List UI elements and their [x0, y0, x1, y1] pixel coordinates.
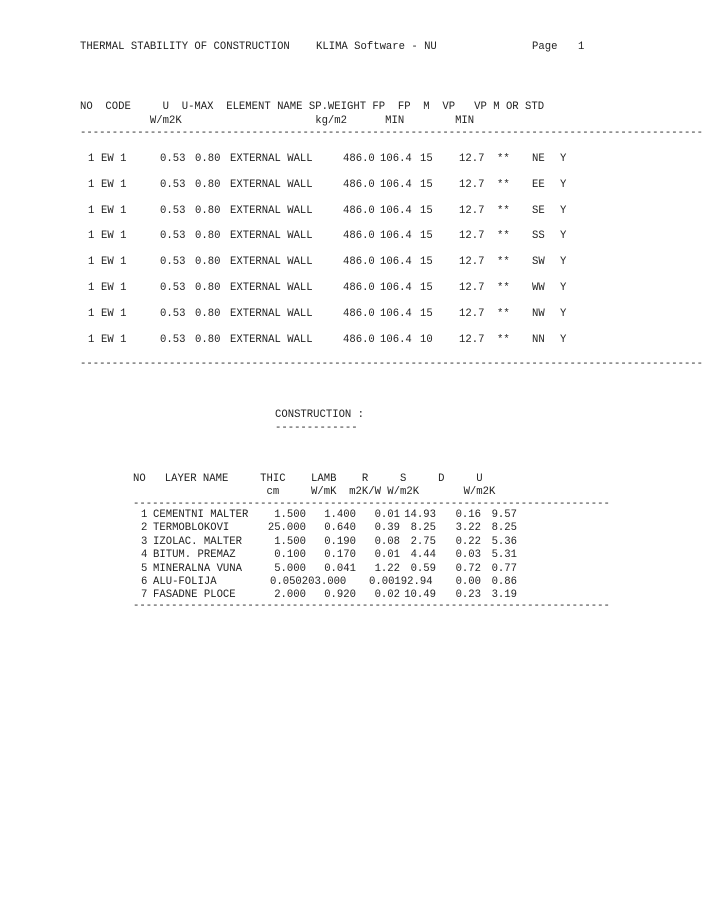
row-no: 1	[88, 204, 95, 217]
layer-no: 1	[141, 509, 148, 521]
row-weight: 486.0	[343, 178, 375, 191]
row-vp: 12.7	[459, 256, 485, 269]
layer-name: IZOLAC. MALTER	[153, 535, 243, 548]
row-fp-min: 15	[420, 153, 433, 165]
layer-lamb: 1.400	[324, 509, 356, 521]
layer-d: 0.22	[455, 535, 481, 548]
row-fp-min: 15	[420, 178, 433, 191]
row-orientation: NW	[532, 307, 545, 320]
row-fp-min: 15	[420, 230, 433, 243]
row-no: 1	[88, 230, 95, 243]
layer-name: FASADNE PLOCE	[153, 589, 236, 602]
layer-thic: 0.050203.000	[270, 576, 347, 588]
row-vp-min: **	[497, 333, 510, 346]
row-orientation: NE	[532, 153, 545, 165]
layer-r: 1.22	[374, 562, 400, 575]
row-weight: 486.0	[343, 307, 375, 320]
layer-name: CEMENTNI MALTER	[153, 509, 249, 521]
construction-title: CONSTRUCTION :	[275, 409, 365, 421]
row-code: EW 1	[101, 204, 127, 217]
stability-divider-top: --------------------------------------------------------------------------------------------------	[80, 127, 703, 139]
stability-header-line2: W/m2K kg/m2 MIN MIN	[80, 115, 475, 127]
layer-r: 0.01	[374, 549, 400, 562]
row-code: EW 1	[101, 153, 127, 165]
row-vp-min: **	[497, 204, 510, 217]
layer-u: 9.57	[491, 509, 517, 521]
row-orientation: SW	[532, 256, 545, 269]
layer-d: 3.22	[455, 522, 481, 535]
row-weight: 486.0	[343, 153, 375, 165]
row-code: EW 1	[101, 230, 127, 243]
row-std: Y	[560, 256, 567, 269]
row-vp: 12.7	[459, 282, 485, 294]
layer-u: 5.31	[491, 549, 517, 562]
row-u: 0.53	[160, 230, 186, 243]
layer-name: BITUM. PREMAZ	[153, 549, 236, 562]
row-vp: 12.7	[459, 204, 485, 217]
row-code: EW 1	[101, 178, 127, 191]
row-vp-min: **	[497, 282, 510, 294]
row-element: EXTERNAL WALL	[230, 282, 313, 294]
layer-no: 2	[141, 522, 148, 535]
layers-divider-bottom: ---------------------------------------------------------------------------	[133, 600, 610, 612]
row-vp: 12.7	[459, 333, 485, 346]
row-umax: 0.80	[195, 204, 221, 217]
row-orientation: EE	[532, 178, 545, 191]
row-u: 0.53	[160, 256, 186, 269]
row-no: 1	[88, 256, 95, 269]
layer-u: 0.77	[491, 562, 517, 575]
layer-thic: 25.000	[267, 522, 306, 535]
layer-no: 6	[141, 576, 148, 588]
row-vp: 12.7	[459, 153, 485, 165]
row-weight: 486.0	[343, 333, 375, 346]
layer-d: 0.72	[455, 562, 481, 575]
row-fp-min: 15	[420, 204, 433, 217]
row-orientation: WW	[532, 282, 545, 294]
layer-d: 0.23	[455, 589, 481, 602]
layer-u: 0.86	[491, 576, 517, 588]
layers-divider-top: ---------------------------------------------------------------------------	[133, 498, 610, 510]
row-vp: 12.7	[459, 230, 485, 243]
layer-lamb: 0.041	[324, 562, 356, 575]
layer-thic: 0.100	[274, 549, 306, 562]
row-fp-min: 15	[420, 307, 433, 320]
row-element: EXTERNAL WALL	[230, 153, 313, 165]
row-std: Y	[560, 153, 567, 165]
layer-name: MINERALNA VUNA	[153, 562, 243, 575]
row-umax: 0.80	[195, 307, 221, 320]
layer-d: 0.16	[455, 509, 481, 521]
row-code: EW 1	[101, 333, 127, 346]
layer-lamb: 0.170	[324, 549, 356, 562]
layer-s: 14.93	[404, 509, 436, 521]
layer-d: 0.00	[455, 576, 481, 588]
layer-thic: 1.500	[274, 535, 306, 548]
row-u: 0.53	[160, 178, 186, 191]
layer-no: 3	[141, 535, 148, 548]
row-std: Y	[560, 230, 567, 243]
row-vp: 12.7	[459, 178, 485, 191]
layer-no: 7	[141, 589, 148, 602]
layer-no: 4	[141, 549, 148, 562]
layer-s: 8.25	[410, 522, 436, 535]
layers-header-line2: cm W/mK m2K/W W/m2K W/m2K	[133, 486, 496, 498]
row-no: 1	[88, 153, 95, 165]
row-fp: 106.4	[380, 153, 412, 165]
row-umax: 0.80	[195, 333, 221, 346]
layer-s: 2.75	[410, 535, 436, 548]
page-label: Page	[532, 41, 558, 53]
layer-thic: 5.000	[274, 562, 306, 575]
layer-r: 0.00192.94	[369, 576, 433, 588]
row-orientation: SE	[532, 204, 545, 217]
layer-lamb: 0.190	[324, 535, 356, 548]
layers-header-line1: NO LAYER NAME THIC LAMB R S D U	[133, 473, 483, 485]
row-fp: 106.4	[380, 178, 412, 191]
row-fp: 106.4	[380, 282, 412, 294]
stability-divider-bottom: --------------------------------------------------------------------------------------------------	[80, 358, 703, 370]
row-std: Y	[560, 333, 567, 346]
layer-r: 0.08	[374, 535, 400, 548]
layer-lamb: 0.640	[324, 522, 356, 535]
row-fp: 106.4	[380, 230, 412, 243]
layer-s: 10.49	[404, 589, 436, 602]
row-element: EXTERNAL WALL	[230, 256, 313, 269]
row-vp-min: **	[497, 256, 510, 269]
row-vp: 12.7	[459, 307, 485, 320]
layer-s: 4.44	[410, 549, 436, 562]
row-std: Y	[560, 204, 567, 217]
row-vp-min: **	[497, 307, 510, 320]
layer-lamb: 0.920	[324, 589, 356, 602]
row-fp: 106.4	[380, 333, 412, 346]
layer-r: 0.02	[374, 589, 400, 602]
layer-u: 8.25	[491, 522, 517, 535]
row-weight: 486.0	[343, 204, 375, 217]
row-element: EXTERNAL WALL	[230, 178, 313, 191]
row-no: 1	[88, 178, 95, 191]
row-fp: 106.4	[380, 256, 412, 269]
row-no: 1	[88, 333, 95, 346]
row-element: EXTERNAL WALL	[230, 307, 313, 320]
row-weight: 486.0	[343, 256, 375, 269]
row-no: 1	[88, 307, 95, 320]
row-no: 1	[88, 282, 95, 294]
layer-no: 5	[141, 562, 148, 575]
row-fp: 106.4	[380, 307, 412, 320]
layer-thic: 1.500	[274, 509, 306, 521]
row-u: 0.53	[160, 153, 186, 165]
row-weight: 486.0	[343, 282, 375, 294]
layer-r: 0.01	[374, 509, 400, 521]
row-code: EW 1	[101, 256, 127, 269]
row-u: 0.53	[160, 204, 186, 217]
construction-title-underline: -------------	[275, 422, 358, 434]
row-fp: 106.4	[380, 204, 412, 217]
layer-thic: 2.000	[274, 589, 306, 602]
row-u: 0.53	[160, 333, 186, 346]
row-fp-min: 10	[420, 333, 433, 346]
layer-u: 3.19	[491, 589, 517, 602]
row-umax: 0.80	[195, 230, 221, 243]
row-std: Y	[560, 178, 567, 191]
row-vp-min: **	[497, 230, 510, 243]
row-vp-min: **	[497, 153, 510, 165]
stability-header-line1: NO CODE U U-MAX ELEMENT NAME SP.WEIGHT FP FP M VP VP M OR STD	[80, 101, 545, 113]
layer-d: 0.03	[455, 549, 481, 562]
row-umax: 0.80	[195, 282, 221, 294]
row-orientation: SS	[532, 230, 545, 243]
layer-u: 5.36	[491, 535, 517, 548]
row-code: EW 1	[101, 282, 127, 294]
row-weight: 486.0	[343, 230, 375, 243]
software-name: KLIMA Software - NU	[316, 41, 437, 53]
page-number: 1	[578, 41, 585, 53]
row-std: Y	[560, 282, 567, 294]
row-u: 0.53	[160, 282, 186, 294]
layer-s: 0.59	[410, 562, 436, 575]
row-fp-min: 15	[420, 256, 433, 269]
row-orientation: NN	[532, 333, 545, 346]
row-code: EW 1	[101, 307, 127, 320]
report-title: THERMAL STABILITY OF CONSTRUCTION	[80, 41, 290, 53]
layer-name: TERMOBLOKOVI	[153, 522, 230, 535]
layer-r: 0.39	[374, 522, 400, 535]
row-vp-min: **	[497, 178, 510, 191]
row-u: 0.53	[160, 307, 186, 320]
row-umax: 0.80	[195, 153, 221, 165]
row-element: EXTERNAL WALL	[230, 333, 313, 346]
row-element: EXTERNAL WALL	[230, 230, 313, 243]
row-umax: 0.80	[195, 178, 221, 191]
row-fp-min: 15	[420, 282, 433, 294]
layer-name: ALU-FOLIJA	[153, 576, 217, 588]
row-std: Y	[560, 307, 567, 320]
row-element: EXTERNAL WALL	[230, 204, 313, 217]
row-umax: 0.80	[195, 256, 221, 269]
